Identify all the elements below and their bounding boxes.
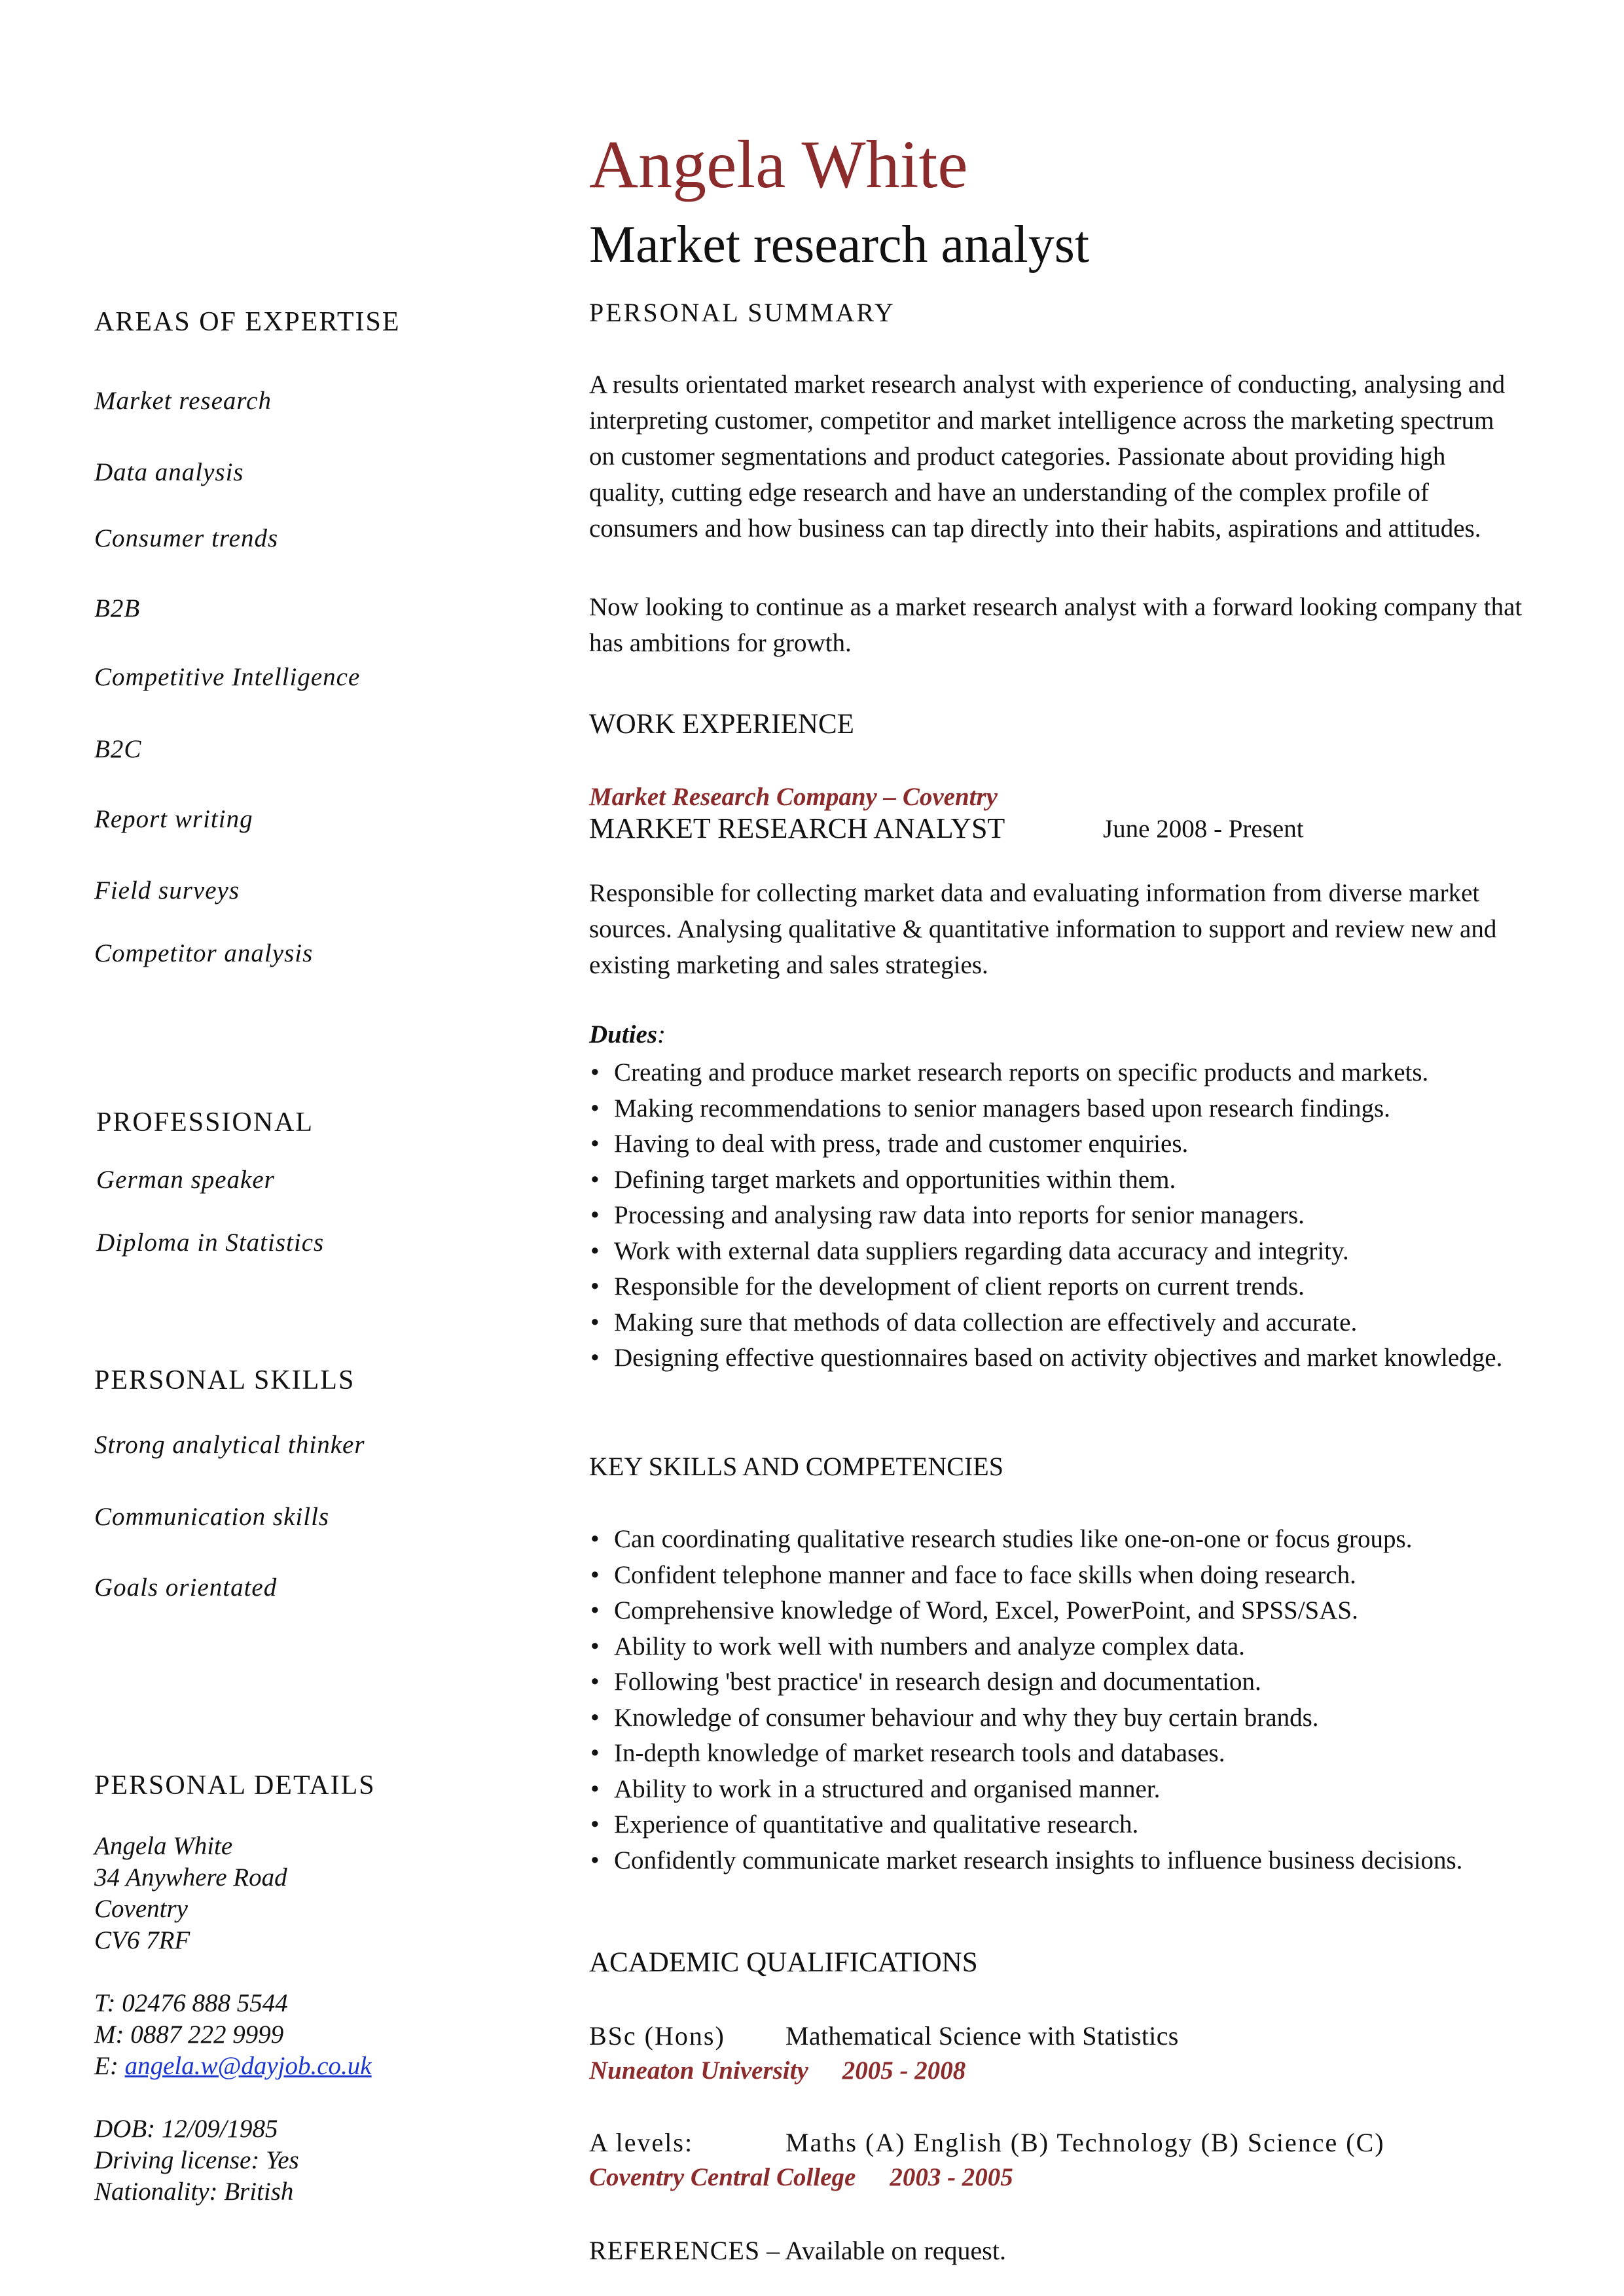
summary-paragraph-2: Now looking to continue as a market research analyst with a forward looking company that has ambitions for growth. bbox=[589, 593, 1523, 657]
professional-item: German speaker bbox=[96, 1166, 275, 1194]
alevels-subjects: Maths (A) English (B) Technology (B) Science (C) bbox=[785, 2128, 1385, 2157]
duties-label: Duties: bbox=[589, 1020, 666, 1049]
references-text: – Available on request. bbox=[760, 2236, 1006, 2265]
skill-item: • Ability to work well with numbers and analyze complex data. bbox=[589, 1629, 1532, 1665]
expertise-heading: AREAS OF EXPERTISE bbox=[94, 307, 401, 337]
key-skills-list bbox=[589, 1522, 1532, 1878]
summary-heading: PERSONAL SUMMARY bbox=[589, 298, 895, 327]
skill-item: • Knowledge of consumer behaviour and why they buy certain brands. bbox=[589, 1700, 1532, 1736]
degree-row bbox=[589, 2020, 1179, 2051]
skill-item: • In-depth knowledge of market research tools and databases. bbox=[589, 1736, 1532, 1772]
role-description: Responsible for collecting market data and evaluating information from diverse market sources. Analysing qualitative & quantitative information to support and review new and existing marketing and sales strategies. bbox=[589, 879, 1497, 979]
skill-item: • Can coordinating qualitative research studies like one-on-one or focus groups. bbox=[589, 1522, 1532, 1558]
company-name: Market Research Company – Coventry bbox=[589, 783, 998, 811]
details-mobile: M: 0887 222 9999 bbox=[94, 2020, 284, 2049]
duty-item: • Making sure that methods of data collection are effectively and accurate. bbox=[589, 1305, 1532, 1341]
expertise-item: Data analysis bbox=[94, 458, 244, 486]
details-email-row bbox=[94, 2051, 372, 2082]
summary-paragraph: A results orientated market research analyst with experience of conducting, analysing and interpreting customer, competitor and market intelligence across the marketing spectrum on customer segmentations and product categories. Passionate about providing high quality, cutting edge research and have an understanding of the complex profile of consumers and how business can tap directly into their habits, aspirations and attitudes. bbox=[589, 370, 1506, 543]
references-label: REFERENCES bbox=[589, 2236, 761, 2265]
skill-item: • Experience of quantitative and qualitative research. bbox=[589, 1807, 1532, 1843]
duty-item: • Creating and produce market research reports on specific products and markets. bbox=[589, 1055, 1532, 1091]
role-title: MARKET RESEARCH ANALYST bbox=[589, 812, 1005, 844]
details-address: 34 Anywhere Road bbox=[94, 1863, 287, 1892]
skill-item: • Confident telephone manner and face to face skills when doing research. bbox=[589, 1558, 1532, 1594]
details-phone: T: 02476 888 5544 bbox=[94, 1989, 288, 2017]
skill-item: • Confidently communicate market research insights to influence business decisions. bbox=[590, 1846, 1463, 1874]
expertise-item: Competitive Intelligence bbox=[94, 663, 361, 691]
degree-label: BSc (Hons) bbox=[589, 2021, 725, 2051]
work-experience-heading: WORK EXPERIENCE bbox=[589, 709, 854, 740]
academic-heading: ACADEMIC QUALIFICATIONS bbox=[589, 1947, 978, 1978]
expertise-item: B2B bbox=[94, 594, 141, 622]
college-years: 2003 - 2005 bbox=[890, 2163, 1013, 2191]
duty-item: • Making recommendations to senior managers based upon research findings. bbox=[589, 1091, 1532, 1127]
references-row bbox=[589, 2235, 1006, 2266]
alevels-label: A levels: bbox=[589, 2128, 694, 2157]
duty-item: • Work with external data suppliers regarding data accuracy and integrity. bbox=[589, 1234, 1532, 1270]
skill-item: • Comprehensive knowledge of Word, Excel, PowerPoint, and SPSS/SAS. bbox=[589, 1593, 1532, 1629]
candidate-title: Market research analyst bbox=[589, 216, 1090, 274]
professional-item: Diploma in Statistics bbox=[96, 1229, 325, 1257]
university-years: 2005 - 2008 bbox=[842, 2056, 966, 2085]
role-row bbox=[589, 812, 1304, 845]
duty-item: • Responsible for the development of client reports on current trends. bbox=[589, 1269, 1532, 1305]
role-dates: June 2008 - Present bbox=[1103, 815, 1304, 843]
details-nationality: Nationality: British bbox=[94, 2178, 294, 2206]
details-dob: DOB: 12/09/1985 bbox=[94, 2115, 278, 2143]
personal-skill-item: Communication skills bbox=[94, 1503, 330, 1531]
personal-skill-item: Goals orientated bbox=[94, 1573, 278, 1602]
personal-skill-item: Strong analytical thinker bbox=[94, 1431, 365, 1459]
expertise-item: Field surveys bbox=[94, 876, 240, 905]
skill-item: • Following 'best practice' in research design and documentation. bbox=[589, 1664, 1532, 1700]
expertise-item: B2C bbox=[94, 735, 142, 763]
key-skills-heading: KEY SKILLS AND COMPETENCIES bbox=[589, 1452, 1003, 1481]
details-license: Driving license: Yes bbox=[94, 2146, 299, 2174]
duty-item: • Having to deal with press, trade and customer enquiries. bbox=[589, 1126, 1532, 1162]
details-name: Angela White bbox=[94, 1832, 233, 1860]
expertise-item: Consumer trends bbox=[94, 524, 279, 552]
duty-item: • Processing and analysing raw data into reports for senior managers. bbox=[589, 1198, 1532, 1234]
expertise-item: Report writing bbox=[94, 805, 253, 833]
duties-list bbox=[589, 1055, 1532, 1376]
candidate-name: Angela White bbox=[589, 127, 968, 202]
personal-skills-heading: PERSONAL SKILLS bbox=[94, 1365, 355, 1395]
university-row bbox=[589, 2056, 965, 2085]
duty-item: • Defining target markets and opportunities within them. bbox=[589, 1162, 1532, 1198]
personal-details bbox=[94, 1831, 372, 2208]
expertise-item: Market research bbox=[94, 387, 272, 415]
college-name: Coventry Central College bbox=[589, 2163, 856, 2191]
professional-heading: PROFESSIONAL bbox=[96, 1107, 314, 1138]
university-name: Nuneaton University bbox=[589, 2056, 808, 2085]
duty-item: • Designing effective questionnaires based on activity objectives and market knowledge. bbox=[590, 1344, 1503, 1372]
alevels-row bbox=[589, 2127, 1385, 2158]
details-postcode: CV6 7RF bbox=[94, 1926, 190, 1954]
skill-item: • Ability to work in a structured and organised manner. bbox=[589, 1772, 1532, 1808]
email-label: E: bbox=[94, 2052, 125, 2080]
expertise-item: Competitor analysis bbox=[94, 939, 314, 967]
degree-subject: Mathematical Science with Statistics bbox=[785, 2021, 1179, 2051]
personal-details-heading: PERSONAL DETAILS bbox=[94, 1770, 376, 1801]
details-city: Coventry bbox=[94, 1895, 188, 1923]
college-row bbox=[589, 2162, 1013, 2192]
email-link[interactable]: angela.w@dayjob.co.uk bbox=[124, 2052, 372, 2080]
